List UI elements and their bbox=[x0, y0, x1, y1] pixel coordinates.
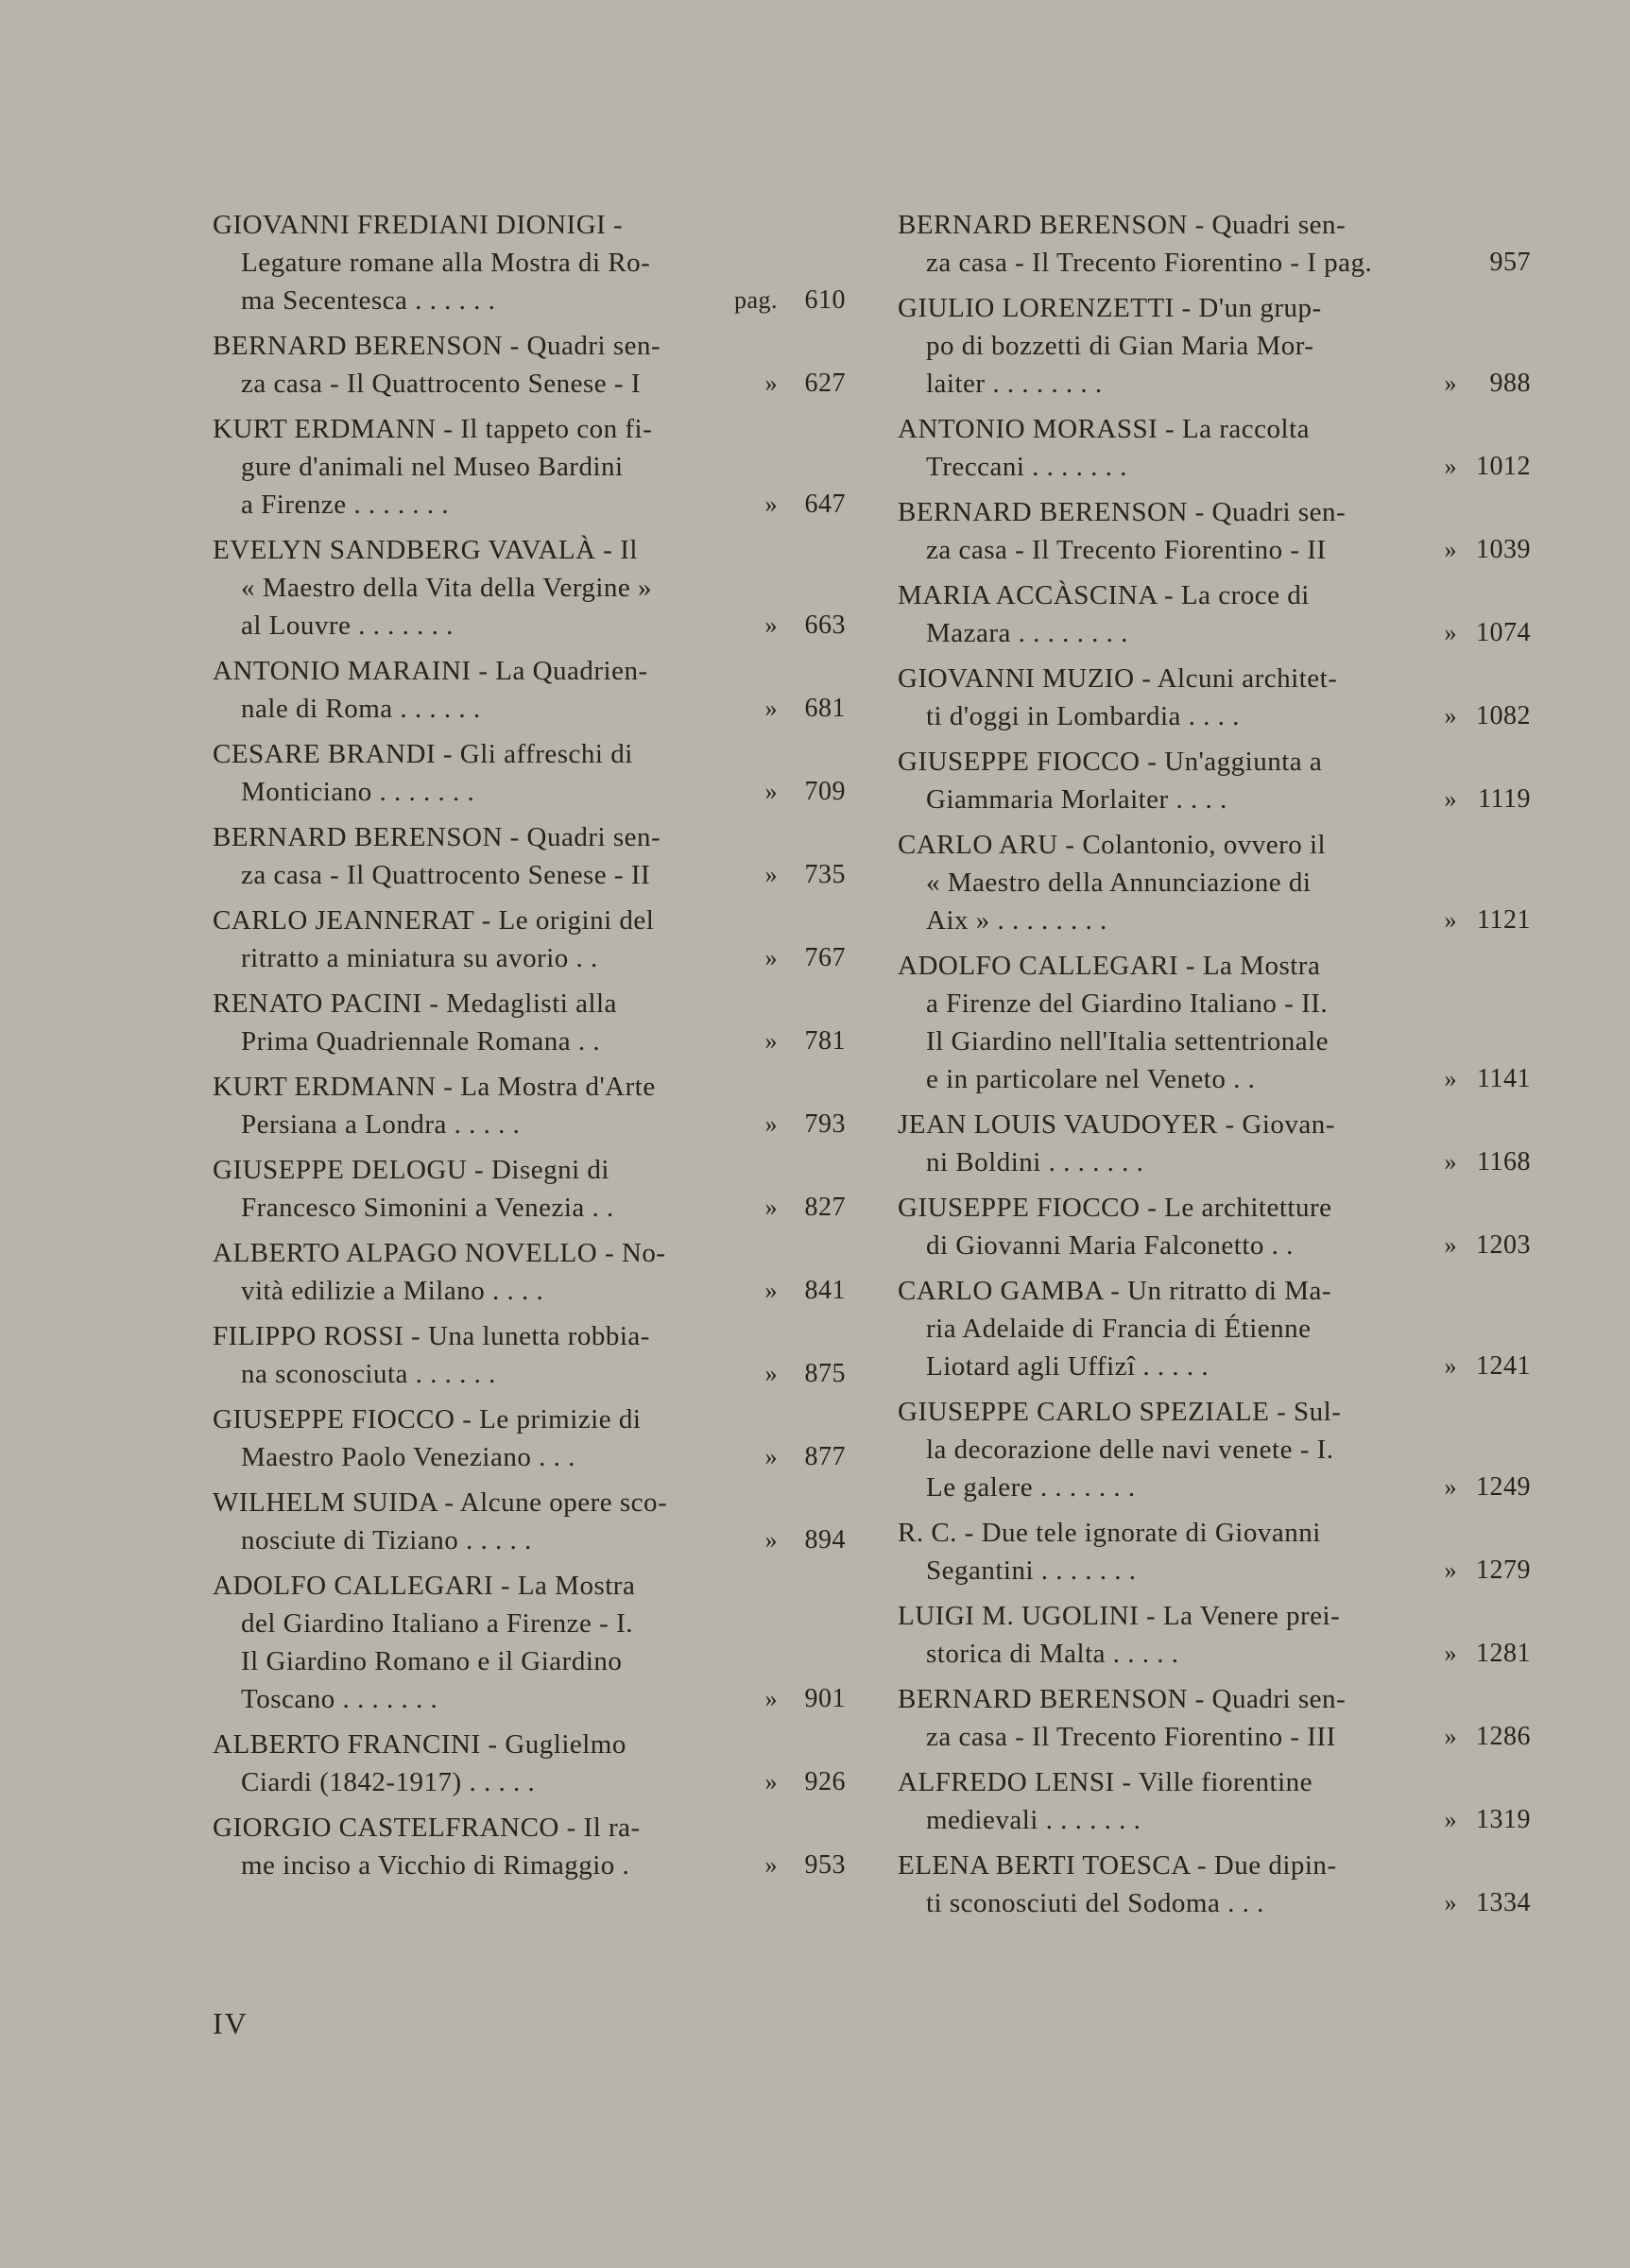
entry-title-line: nosciute di Tiziano . . . . . » 894 bbox=[213, 1521, 846, 1559]
entry-title-line: del Giardino Italiano a Firenze - I. bbox=[241, 1608, 633, 1639]
page-abbreviation: » bbox=[1444, 1806, 1457, 1833]
page-reference: 901 bbox=[804, 1684, 846, 1713]
page-reference: 875 bbox=[804, 1359, 846, 1388]
entry-title-line: Persiana a Londra . . . . . » 793 bbox=[213, 1106, 846, 1143]
entry-heading-line: EVELYN SANDBERG VAVALÀ - Il bbox=[213, 535, 638, 565]
page-abbreviation: » bbox=[1444, 1556, 1457, 1584]
page-reference: 988 bbox=[1489, 369, 1531, 398]
page-reference: 957 bbox=[1489, 248, 1531, 277]
entry-title-line: ritratto a miniatura su avorio . . » 767 bbox=[213, 939, 846, 977]
entry-title-line: za casa - Il Trecento Fiorentino - I pag. 957 bbox=[898, 244, 1531, 282]
entry-heading-line: GIUSEPPE FIOCCO - Le primizie di bbox=[213, 1404, 642, 1435]
entry-title-line: Monticiano . . . . . . . » 709 bbox=[213, 773, 846, 811]
page-abbreviation: » bbox=[1444, 453, 1457, 480]
page-reference: 781 bbox=[804, 1026, 846, 1056]
page-number: IV bbox=[213, 2006, 249, 2040]
page-abbreviation: » bbox=[1444, 702, 1457, 730]
page-abbreviation: » bbox=[1444, 1723, 1457, 1750]
entry-title-line: za casa - Il Trecento Fiorentino - III » 1286 bbox=[898, 1718, 1531, 1756]
entry-heading-line: LUIGI M. UGOLINI - La Venere prei- bbox=[898, 1601, 1341, 1631]
entry-heading-line: RENATO PACINI - Medaglisti alla bbox=[213, 988, 617, 1019]
index-entry bbox=[213, 1317, 846, 1393]
entry-title-line: Liotard agli Uffizî . . . . . » 1241 bbox=[898, 1348, 1531, 1385]
page-abbreviation: » bbox=[764, 778, 778, 805]
index-entry bbox=[213, 410, 846, 524]
entry-title-line: Prima Quadriennale Romana . . » 781 bbox=[213, 1022, 846, 1060]
entry-heading-line: ALBERTO FRANCINI - Guglielmo bbox=[213, 1729, 626, 1760]
page-abbreviation: » bbox=[764, 1110, 778, 1138]
entry-title-line: Treccani . . . . . . . » 1012 bbox=[898, 448, 1531, 486]
entry-title-line: Ciardi (1842-1917) . . . . . » 926 bbox=[213, 1763, 846, 1801]
entry-title-line: Toscano . . . . . . . » 901 bbox=[213, 1680, 846, 1718]
entry-title-line: Segantini . . . . . . . » 1279 bbox=[898, 1552, 1531, 1589]
index-entry bbox=[898, 660, 1531, 735]
page-abbreviation: » bbox=[764, 1768, 778, 1796]
entry-heading-line: BERNARD BERENSON - Quadri sen- bbox=[898, 210, 1347, 240]
page-abbreviation: » bbox=[1444, 1889, 1457, 1916]
page-reference: 647 bbox=[804, 490, 846, 519]
page-abbreviation: » bbox=[764, 1027, 778, 1055]
page-reference: 1168 bbox=[1477, 1147, 1531, 1177]
entry-heading-line: BERNARD BERENSON - Quadri sen- bbox=[898, 1684, 1347, 1714]
page-abbreviation: » bbox=[764, 695, 778, 722]
index-column-right bbox=[898, 206, 1531, 1930]
page-abbreviation: » bbox=[1444, 1473, 1457, 1501]
entry-heading-line: GIOVANNI FREDIANI DIONIGI - bbox=[213, 210, 624, 240]
page-reference: 1334 bbox=[1476, 1888, 1531, 1917]
page-reference: 1039 bbox=[1476, 535, 1531, 564]
entry-title-line: Mazara . . . . . . . . » 1074 bbox=[898, 614, 1531, 652]
index-entry bbox=[898, 410, 1531, 486]
page-abbreviation: » bbox=[1444, 369, 1457, 397]
page-reference: 681 bbox=[804, 694, 846, 723]
entry-title-line: na sconosciuta . . . . . . » 875 bbox=[213, 1355, 846, 1393]
index-entry bbox=[213, 652, 846, 728]
page-abbreviation: » bbox=[764, 611, 778, 639]
entry-title-line: Legature romane alla Mostra di Ro- bbox=[241, 248, 651, 278]
entry-title-line: ni Boldini . . . . . . . » 1168 bbox=[898, 1143, 1531, 1181]
entry-heading-line: ALBERTO ALPAGO NOVELLO - No- bbox=[213, 1238, 666, 1268]
page-reference: 663 bbox=[804, 610, 846, 640]
page-reference: 1082 bbox=[1476, 701, 1531, 730]
index-entry bbox=[898, 1393, 1531, 1506]
entry-heading-line: CARLO GAMBA - Un ritratto di Ma- bbox=[898, 1276, 1332, 1306]
page-abbreviation: » bbox=[1444, 906, 1457, 934]
index-entry bbox=[213, 531, 846, 644]
page-reference: 1241 bbox=[1476, 1351, 1531, 1381]
page-abbreviation: » bbox=[764, 1360, 778, 1387]
index-entry bbox=[213, 1726, 846, 1801]
page-abbreviation: » bbox=[1444, 1065, 1457, 1092]
page-abbreviation: » bbox=[764, 861, 778, 888]
page-reference: 1141 bbox=[1477, 1064, 1531, 1093]
index-entry bbox=[898, 1514, 1531, 1589]
index-entry bbox=[213, 1567, 846, 1718]
index-entry bbox=[213, 1484, 846, 1559]
entry-heading-line: BERNARD BERENSON - Quadri sen- bbox=[213, 331, 661, 361]
entry-title-line: medievali . . . . . . . » 1319 bbox=[898, 1801, 1531, 1839]
entry-heading-line: CESARE BRANDI - Gli affreschi di bbox=[213, 739, 633, 769]
page-abbreviation: » bbox=[764, 1443, 778, 1470]
entry-heading-line: CARLO ARU - Colantonio, ovvero il bbox=[898, 830, 1327, 860]
entry-heading-line: GIOVANNI MUZIO - Alcuni architet- bbox=[898, 663, 1338, 694]
entry-title-line: me inciso a Vicchio di Rimaggio . » 953 bbox=[213, 1847, 846, 1884]
page-reference: 1279 bbox=[1476, 1555, 1531, 1585]
entry-title-line: ma Secentesca . . . . . . pag. 610 bbox=[213, 282, 846, 319]
entry-title-line: ti sconosciuti del Sodoma . . . » 1334 bbox=[898, 1884, 1531, 1922]
entry-title-line: ti d'oggi in Lombardia . . . . » 1082 bbox=[898, 697, 1531, 735]
page-abbreviation: pag. bbox=[733, 286, 778, 314]
index-entry bbox=[213, 1068, 846, 1143]
entry-title-line: za casa - Il Trecento Fiorentino - II » 1039 bbox=[898, 531, 1531, 569]
entry-title-line: vità edilizie a Milano . . . . » 841 bbox=[213, 1272, 846, 1310]
entry-title-line: « Maestro della Vita della Vergine » bbox=[241, 573, 653, 603]
entry-title-line: Francesco Simonini a Venezia . . » 827 bbox=[213, 1189, 846, 1227]
page-abbreviation: » bbox=[764, 490, 778, 518]
entry-heading-line: GIUSEPPE FIOCCO - Un'aggiunta a bbox=[898, 747, 1323, 777]
entry-title-line: po di bozzetti di Gian Maria Mor- bbox=[926, 331, 1314, 361]
entry-title-line: e in particolare nel Veneto . . » 1141 bbox=[898, 1060, 1531, 1098]
entry-heading-line: ALFREDO LENSI - Ville fiorentine bbox=[898, 1767, 1313, 1797]
entry-title-line: a Firenze . . . . . . . » 647 bbox=[213, 486, 846, 524]
entry-heading-line: MARIA ACCÀSCINA - La croce di bbox=[898, 580, 1310, 610]
page-reference: 1121 bbox=[1477, 905, 1531, 935]
index-entry bbox=[213, 1809, 846, 1884]
index-entry bbox=[898, 947, 1531, 1098]
entry-title-line: « Maestro della Annunciazione di bbox=[926, 868, 1312, 898]
page-reference: 709 bbox=[804, 777, 846, 806]
page-reference: 894 bbox=[804, 1525, 846, 1555]
entry-title-line: al Louvre . . . . . . . » 663 bbox=[213, 607, 846, 644]
page-abbreviation: » bbox=[1444, 785, 1457, 813]
entry-title-line: storica di Malta . . . . . » 1281 bbox=[898, 1635, 1531, 1673]
page-abbreviation: » bbox=[764, 1277, 778, 1304]
page-reference: 793 bbox=[804, 1109, 846, 1139]
entry-heading-line: ELENA BERTI TOESCA - Due dipin- bbox=[898, 1850, 1337, 1881]
entry-title-line: Maestro Paolo Veneziano . . . » 877 bbox=[213, 1438, 846, 1476]
entry-title-line: la decorazione delle navi venete - I. bbox=[926, 1435, 1334, 1465]
index-entry bbox=[898, 289, 1531, 403]
index-entry bbox=[213, 1151, 846, 1227]
page-reference: 735 bbox=[804, 860, 846, 889]
entry-title-line: Aix » . . . . . . . . » 1121 bbox=[898, 902, 1531, 939]
entry-title-line: Giammaria Morlaiter . . . . » 1119 bbox=[898, 781, 1531, 818]
entry-heading-line: ANTONIO MORASSI - La raccolta bbox=[898, 414, 1310, 444]
index-entry bbox=[898, 1272, 1531, 1385]
index-entry bbox=[898, 1106, 1531, 1181]
index-entry bbox=[213, 735, 846, 811]
index-entry bbox=[898, 743, 1531, 818]
index-entry bbox=[213, 1234, 846, 1310]
entry-title-line: za casa - Il Quattrocento Senese - II » 735 bbox=[213, 856, 846, 894]
index-entry bbox=[898, 1189, 1531, 1264]
page-reference: 827 bbox=[804, 1193, 846, 1222]
entry-title-line: Il Giardino nell'Italia settentrionale bbox=[926, 1026, 1330, 1057]
entry-heading-line: GIORGIO CASTELFRANCO - Il ra- bbox=[213, 1813, 641, 1843]
page-abbreviation: » bbox=[764, 1526, 778, 1554]
index-entry bbox=[898, 1680, 1531, 1756]
entry-heading-line: WILHELM SUIDA - Alcune opere sco- bbox=[213, 1487, 668, 1518]
page-reference: 1012 bbox=[1476, 452, 1531, 481]
entry-heading-line: ADOLFO CALLEGARI - La Mostra bbox=[213, 1571, 636, 1601]
entry-heading-line: GIUSEPPE CARLO SPEZIALE - Sul- bbox=[898, 1397, 1342, 1427]
page-abbreviation: » bbox=[764, 1685, 778, 1712]
entry-heading-line: BERNARD BERENSON - Quadri sen- bbox=[898, 497, 1347, 527]
entry-heading-line: BERNARD BERENSON - Quadri sen- bbox=[213, 822, 661, 852]
page-reference: 1286 bbox=[1476, 1722, 1531, 1751]
index-entry bbox=[898, 1847, 1531, 1922]
index-entry bbox=[898, 206, 1531, 282]
page-abbreviation: » bbox=[1444, 619, 1457, 646]
page-abbreviation: » bbox=[764, 369, 778, 397]
entry-title-line: laiter . . . . . . . . » 988 bbox=[898, 365, 1531, 403]
page-abbreviation: » bbox=[764, 944, 778, 971]
page-abbreviation: » bbox=[1444, 1148, 1457, 1176]
page-reference: 1319 bbox=[1476, 1805, 1531, 1834]
entry-heading-line: FILIPPO ROSSI - Una lunetta robbia- bbox=[213, 1321, 650, 1351]
page-reference: 1074 bbox=[1476, 618, 1531, 647]
index-entry bbox=[898, 826, 1531, 939]
entry-heading-line: GIUSEPPE DELOGU - Disegni di bbox=[213, 1155, 609, 1185]
index-entry bbox=[213, 1400, 846, 1476]
index-entry bbox=[213, 985, 846, 1060]
page-reference: 926 bbox=[804, 1767, 846, 1796]
entry-title-line: nale di Roma . . . . . . » 681 bbox=[213, 690, 846, 728]
entry-title-line: a Firenze del Giardino Italiano - II. bbox=[926, 988, 1329, 1019]
index-entry bbox=[213, 327, 846, 403]
index-entry bbox=[898, 1597, 1531, 1673]
page-abbreviation: » bbox=[764, 1851, 778, 1879]
page-reference: 1119 bbox=[1478, 784, 1531, 814]
entry-title-line: ria Adelaide di Francia di Étienne bbox=[926, 1314, 1312, 1344]
page-abbreviation: » bbox=[1444, 536, 1457, 563]
page-reference: 953 bbox=[804, 1850, 846, 1880]
index-entry bbox=[213, 818, 846, 894]
index-column-left bbox=[213, 206, 846, 1892]
page-reference: 767 bbox=[804, 943, 846, 972]
page-reference: 627 bbox=[804, 369, 846, 398]
index-entry bbox=[213, 206, 846, 319]
entry-title-line: Il Giardino Romano e il Giardino bbox=[241, 1646, 623, 1676]
entry-title-line: Le galere . . . . . . . » 1249 bbox=[898, 1469, 1531, 1506]
page-reference: 841 bbox=[804, 1276, 846, 1305]
page-reference: 1203 bbox=[1476, 1230, 1531, 1260]
page-reference: 1281 bbox=[1476, 1639, 1531, 1668]
index-entry bbox=[898, 576, 1531, 652]
entry-heading-line: ANTONIO MARAINI - La Quadrien- bbox=[213, 656, 648, 686]
entry-heading-line: KURT ERDMANN - La Mostra d'Arte bbox=[213, 1072, 656, 1102]
entry-heading-line: R. C. - Due tele ignorate di Giovanni bbox=[898, 1518, 1321, 1548]
entry-heading-line: GIULIO LORENZETTI - D'un grup- bbox=[898, 293, 1322, 323]
page-abbreviation: » bbox=[1444, 1352, 1457, 1380]
page-reference: 877 bbox=[804, 1442, 846, 1471]
entry-heading-line: JEAN LOUIS VAUDOYER - Giovan- bbox=[898, 1109, 1335, 1140]
page-abbreviation: » bbox=[764, 1194, 778, 1221]
entry-heading-line: CARLO JEANNERAT - Le origini del bbox=[213, 905, 655, 936]
entry-heading-line: ADOLFO CALLEGARI - La Mostra bbox=[898, 951, 1321, 981]
entry-title-line: di Giovanni Maria Falconetto . . » 1203 bbox=[898, 1227, 1531, 1264]
page-abbreviation: » bbox=[1444, 1640, 1457, 1667]
entry-heading-line: KURT ERDMANN - Il tappeto con fi- bbox=[213, 414, 653, 444]
page-reference: 610 bbox=[804, 285, 846, 315]
page-reference: 1249 bbox=[1476, 1472, 1531, 1502]
index-entry bbox=[898, 1763, 1531, 1839]
index-entry bbox=[213, 902, 846, 977]
entry-title-line: gure d'animali nel Museo Bardini bbox=[241, 452, 624, 482]
index-entry bbox=[898, 493, 1531, 569]
entry-title-line: za casa - Il Quattrocento Senese - I » 627 bbox=[213, 365, 846, 403]
page-abbreviation: » bbox=[1444, 1231, 1457, 1259]
entry-heading-line: GIUSEPPE FIOCCO - Le architetture bbox=[898, 1193, 1332, 1223]
